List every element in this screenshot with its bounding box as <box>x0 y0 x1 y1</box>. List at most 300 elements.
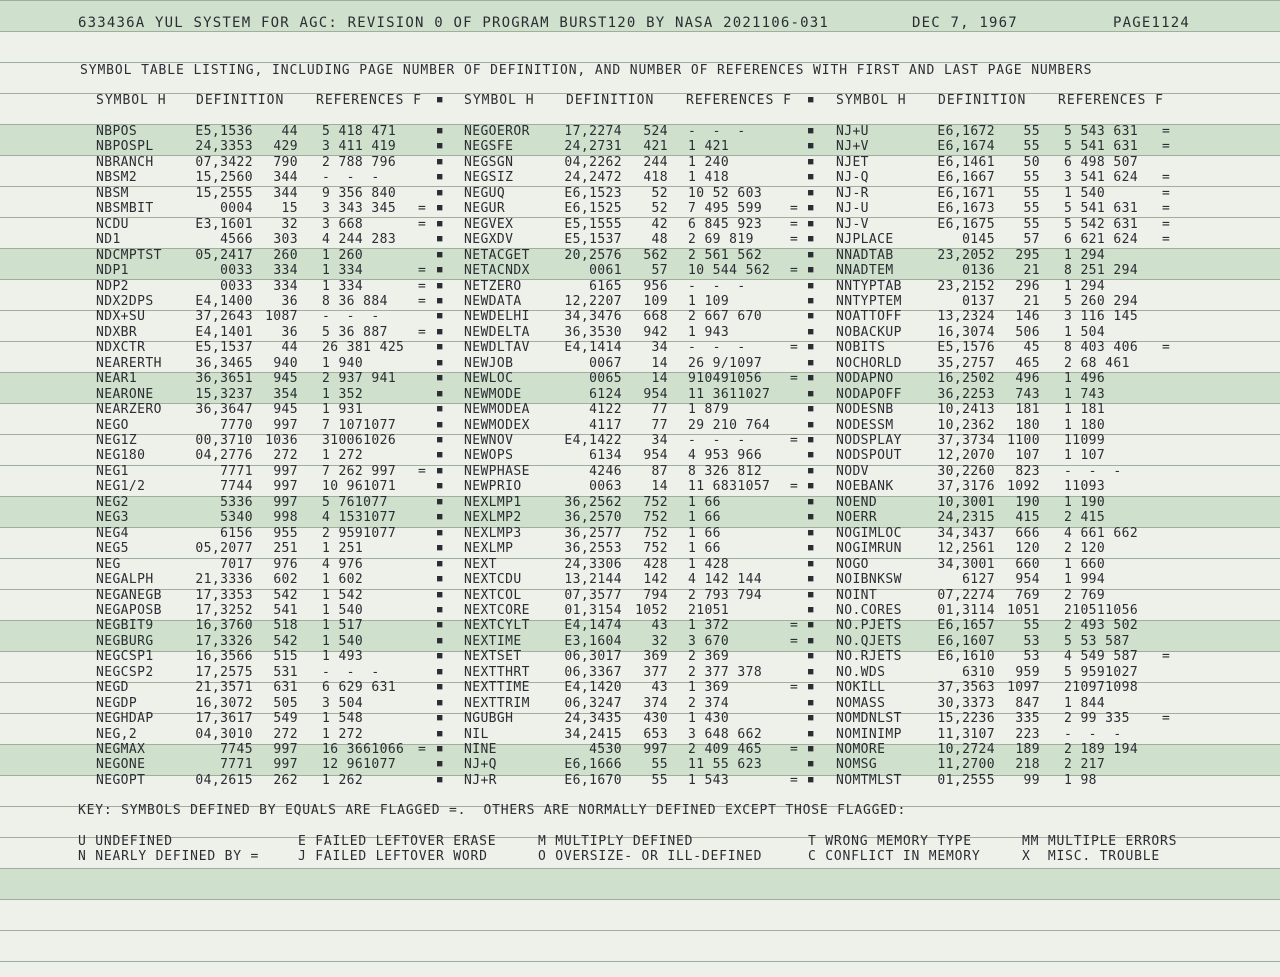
definition-address: E6,1657 <box>937 618 995 634</box>
column-separator: ■ <box>808 234 814 245</box>
table-row <box>0 155 1280 170</box>
definition-address: 01,2555 <box>937 772 995 788</box>
column-separator: ■ <box>808 435 814 445</box>
definition-page: 743 <box>1015 386 1040 402</box>
reference-counts: 11093 <box>1064 479 1106 495</box>
column-separator: ■ <box>808 172 814 183</box>
definition-page: 997 <box>643 742 668 757</box>
symbol-name: NEWMODE <box>464 386 522 402</box>
greenbar-rule <box>0 961 1280 962</box>
reference-counts: - - - <box>688 433 746 448</box>
table-row <box>0 696 1280 711</box>
column-separator: ■ <box>437 218 443 229</box>
symbol-name: NEG <box>96 556 121 572</box>
definition-page: 377 <box>643 664 668 680</box>
table-row <box>0 139 1280 154</box>
definition-page: 344 <box>273 170 298 186</box>
column-separator: ■ <box>808 465 814 476</box>
definition-page: 997 <box>273 757 298 773</box>
column-separator: ■ <box>808 156 814 167</box>
symbol-name: NGUBGH <box>464 711 514 727</box>
greenbar-rule <box>0 899 1280 900</box>
definition-page: 223 <box>1015 726 1040 742</box>
reference-counts: 4 142 144 <box>688 572 763 588</box>
reference-counts: 5 418 471 <box>322 124 397 139</box>
definition-page: 55 <box>651 772 668 788</box>
definition-page: 752 <box>643 494 668 510</box>
definition-address: 0063 <box>589 479 622 495</box>
definition-page: 954 <box>1015 572 1040 588</box>
reference-counts: 2 69 819 <box>688 232 754 248</box>
definition-page: 562 <box>643 247 668 263</box>
column-separator: ■ <box>808 126 814 136</box>
reference-counts: 1 418 <box>688 170 730 186</box>
table-row <box>0 418 1280 433</box>
definition-page: 976 <box>273 556 298 572</box>
symbol-name: NOBITS <box>836 340 886 356</box>
equals-flag: = <box>790 216 798 232</box>
reference-counts: 1 66 <box>688 541 721 557</box>
definition-page: 272 <box>273 726 298 742</box>
symbol-name: NO.QJETS <box>836 633 902 649</box>
symbol-name: NEXTCDU <box>464 572 522 588</box>
definition-address: 6310 <box>962 664 995 680</box>
symbol-name: NEGUR <box>464 201 506 217</box>
column-separator: ■ <box>808 141 814 152</box>
definition-page: 189 <box>1015 742 1040 757</box>
definition-address: 7745 <box>220 742 253 757</box>
symbol-name: NOMASS <box>836 695 886 711</box>
legend-entry: O OVERSIZE- OR ILL-DEFINED <box>538 849 763 864</box>
definition-address: 01,3114 <box>937 602 995 618</box>
reference-counts: 1 352 <box>322 386 364 402</box>
definition-address: 24,3435 <box>564 711 622 727</box>
definition-page: 55 <box>1023 201 1040 217</box>
reference-counts: 1 496 <box>1064 371 1106 387</box>
definition-address: E6,1672 <box>937 124 995 139</box>
column-separator: ■ <box>437 187 443 198</box>
column-separator: ■ <box>437 172 443 183</box>
column-separator: ■ <box>808 774 814 785</box>
reference-counts: 3 504 <box>322 695 364 711</box>
column-separator: ■ <box>437 604 443 615</box>
equals-flag: = <box>418 263 426 279</box>
symbol-name: NOERR <box>836 510 878 526</box>
definition-page: 940 <box>273 355 298 371</box>
definition-address: 30,2260 <box>937 463 995 479</box>
column-separator: ■ <box>808 713 814 724</box>
definition-address: 11,3107 <box>937 726 995 742</box>
reference-counts: 10 961071 <box>322 479 397 495</box>
symbol-name: NEGALPH <box>96 572 154 588</box>
reference-counts: 1 260 <box>322 247 364 263</box>
symbol-name: ND1 <box>96 232 121 248</box>
reference-counts: 5 260 294 <box>1064 293 1139 309</box>
equals-flag: = <box>1162 124 1170 139</box>
definition-page: 260 <box>273 247 298 263</box>
column-separator: ■ <box>437 543 443 554</box>
definition-address: 06,3367 <box>564 664 622 680</box>
definition-address: 37,3176 <box>937 479 995 495</box>
column-separator: ■ <box>808 357 814 368</box>
reference-counts: 9 356 840 <box>322 185 397 201</box>
reference-counts: 3 116 145 <box>1064 309 1139 325</box>
definition-page: 55 <box>1023 170 1040 186</box>
page-header-title: 633436A YUL SYSTEM FOR AGC: REVISION 0 OF PROGRAM BURST120 BY NASA 2021106-031 <box>78 15 830 31</box>
definition-address: E4,1414 <box>564 340 622 356</box>
definition-address: 17,3617 <box>195 711 253 727</box>
definition-address: E5,1555 <box>564 216 622 232</box>
definition-address: 23,2052 <box>937 247 995 263</box>
definition-page: 36 <box>281 293 298 309</box>
column-separator: ■ <box>437 126 443 136</box>
definition-page: 87 <box>651 463 668 479</box>
greenbar-rule <box>0 868 1280 869</box>
definition-page: 524 <box>643 124 668 139</box>
symbol-name: NEGONE <box>96 757 146 773</box>
reference-counts: 2 667 670 <box>688 309 763 325</box>
symbol-name: NEWDELTA <box>464 324 530 340</box>
reference-counts: 1 109 <box>688 293 730 309</box>
symbol-name: NEWDATA <box>464 293 522 309</box>
column-separator: ■ <box>808 342 814 353</box>
definition-page: 335 <box>1015 711 1040 727</box>
symbol-name: NEARERTH <box>96 355 162 371</box>
definition-address: E6,1675 <box>937 216 995 232</box>
symbol-name: NNTYPTAB <box>836 278 902 294</box>
definition-page: 959 <box>1015 664 1040 680</box>
reference-counts: 4 549 587 <box>1064 649 1139 665</box>
definition-address: 11,2700 <box>937 757 995 773</box>
reference-counts: 2 415 <box>1064 510 1106 526</box>
equals-flag: = <box>418 201 426 217</box>
symbol-name: NJPLACE <box>836 232 894 248</box>
symbol-name: NEXT <box>464 556 497 572</box>
column-separator: ■ <box>437 357 443 368</box>
column-separator: ■ <box>437 620 443 631</box>
symbol-name: NINE <box>464 742 497 757</box>
symbol-name: NETACGET <box>464 247 530 263</box>
definition-address: E6,1461 <box>937 154 995 170</box>
symbol-name: NNTYPTEM <box>836 293 902 309</box>
reference-counts: 10 544 562 <box>688 263 771 279</box>
greenbar-rule <box>0 0 1280 1</box>
definition-address: 6165 <box>589 278 622 294</box>
definition-page: 15 <box>281 201 298 217</box>
column-separator: ■ <box>437 774 443 785</box>
reference-counts: 2 68 461 <box>1064 355 1130 371</box>
definition-address: 15,2236 <box>937 711 995 727</box>
definition-address: 17,2575 <box>195 664 253 680</box>
definition-address: 07,2274 <box>937 587 995 603</box>
reference-counts: 1 504 <box>1064 324 1106 340</box>
definition-page: 55 <box>1023 139 1040 155</box>
symbol-name: NODESSM <box>836 417 894 433</box>
equals-flag: = <box>790 633 798 649</box>
definition-address: 24,2472 <box>564 170 622 186</box>
definition-address: E5,1537 <box>195 340 253 356</box>
reference-counts: 8 251 294 <box>1064 263 1139 279</box>
reference-counts: 16 3661066 <box>322 742 405 757</box>
reference-counts: 3 411 419 <box>322 139 397 155</box>
symbol-name: NEXTIME <box>464 633 522 649</box>
reference-counts: 1 548 <box>322 711 364 727</box>
definition-page: 752 <box>643 510 668 526</box>
symbol-name: NO.CORES <box>836 602 902 618</box>
definition-address: 36,3530 <box>564 324 622 340</box>
symbol-name: NEXTTRIM <box>464 695 530 711</box>
definition-page: 344 <box>273 185 298 201</box>
symbol-name: NO.PJETS <box>836 618 902 634</box>
symbol-name: NBSM2 <box>96 170 138 186</box>
symbol-name: NJ+Q <box>464 757 497 773</box>
column-separator: ■ <box>437 465 443 476</box>
column-header: REFERENCES F <box>1058 93 1164 108</box>
definition-page: 52 <box>651 185 668 201</box>
definition-page: 50 <box>1023 154 1040 170</box>
symbol-name: NEG1 <box>96 463 129 479</box>
definition-page: 369 <box>643 649 668 665</box>
reference-counts: 6 845 923 <box>688 216 763 232</box>
symbol-name: NEARONE <box>96 386 154 402</box>
definition-address: 16,2502 <box>937 371 995 387</box>
column-separator: ■ <box>437 527 443 538</box>
symbol-name: NOBACKUP <box>836 324 902 340</box>
definition-address: 0033 <box>220 278 253 294</box>
definition-page: 32 <box>281 216 298 232</box>
definition-page: 34 <box>651 433 668 448</box>
definition-page: 14 <box>651 355 668 371</box>
definition-page: 954 <box>643 386 668 402</box>
legend-entry: X MISC. TROUBLE <box>1022 849 1161 864</box>
table-row <box>0 711 1280 726</box>
symbol-name: NOMDNLST <box>836 711 902 727</box>
table-row <box>0 124 1280 139</box>
reference-counts: 1 940 <box>322 355 364 371</box>
definition-page: 1100 <box>1007 433 1040 448</box>
definition-address: 16,3072 <box>195 695 253 711</box>
symbol-name: NJ-V <box>836 216 869 232</box>
column-separator: ■ <box>808 604 814 615</box>
reference-counts: - - - <box>322 309 380 325</box>
table-row <box>0 263 1280 278</box>
reference-counts: 1 369 <box>688 680 730 696</box>
definition-page: 251 <box>273 541 298 557</box>
table-row <box>0 588 1280 603</box>
definition-page: 653 <box>643 726 668 742</box>
reference-counts: 1 240 <box>688 154 730 170</box>
definition-address: E6,1610 <box>937 649 995 665</box>
column-separator: ■ <box>437 265 443 276</box>
table-row <box>0 572 1280 587</box>
column-separator: ■ <box>437 682 443 693</box>
reference-counts: 1 660 <box>1064 556 1106 572</box>
definition-page: 660 <box>1015 556 1040 572</box>
symbol-name: NEWMODEA <box>464 402 530 418</box>
reference-counts: 11 6831057 <box>688 479 771 495</box>
symbol-name: NEGAPOSB <box>96 602 162 618</box>
definition-address: 36,2553 <box>564 541 622 557</box>
reference-counts: 210971098 <box>1064 680 1139 696</box>
definition-address: 7770 <box>220 417 253 433</box>
equals-flag: = <box>1162 340 1170 356</box>
table-row <box>0 201 1280 216</box>
reference-counts: 1 994 <box>1064 572 1106 588</box>
definition-address: 0137 <box>962 293 995 309</box>
equals-flag: = <box>790 772 798 788</box>
column-separator: ■ <box>437 481 443 492</box>
definition-page: 142 <box>643 572 668 588</box>
definition-address: E6,1525 <box>564 201 622 217</box>
definition-page: 945 <box>273 371 298 387</box>
symbol-name: NEGOPT <box>96 772 146 788</box>
reference-counts: 1 180 <box>1064 417 1106 433</box>
symbol-name: NOINT <box>836 587 878 603</box>
symbol-name: NEARZERO <box>96 402 162 418</box>
table-row <box>0 294 1280 309</box>
definition-page: 506 <box>1015 324 1040 340</box>
equals-flag: = <box>790 340 798 356</box>
definition-address: 15,2560 <box>195 170 253 186</box>
symbol-name: NO.WDS <box>836 664 886 680</box>
symbol-name: NEGBURG <box>96 633 154 649</box>
definition-page: 295 <box>1015 247 1040 263</box>
definition-address: 4566 <box>220 232 253 248</box>
symbol-name: NETACNDX <box>464 263 530 279</box>
definition-address: 34,3001 <box>937 556 995 572</box>
definition-page: 421 <box>643 139 668 155</box>
equals-flag: = <box>790 201 798 217</box>
definition-page: 262 <box>273 772 298 788</box>
reference-counts: 3 668 <box>322 216 364 232</box>
column-separator: ■ <box>808 496 814 507</box>
reference-counts: 1 602 <box>322 572 364 588</box>
definition-address: E6,1666 <box>564 757 622 773</box>
definition-page: 34 <box>651 340 668 356</box>
symbol-name: NEG3 <box>96 510 129 526</box>
definition-page: 505 <box>273 695 298 711</box>
symbol-name: NEXTTIME <box>464 680 530 696</box>
reference-counts: 1 372 <box>688 618 730 634</box>
reference-counts: 4 976 <box>322 556 364 572</box>
reference-counts: 7 495 599 <box>688 201 763 217</box>
reference-counts: 1 421 <box>688 139 730 155</box>
reference-counts: 1 262 <box>322 772 364 788</box>
column-separator: ■ <box>808 589 814 600</box>
column-separator: ■ <box>437 589 443 600</box>
definition-page: 244 <box>643 154 668 170</box>
definition-page: 77 <box>651 417 668 433</box>
symbol-name: NOEBANK <box>836 479 894 495</box>
definition-page: 181 <box>1015 402 1040 418</box>
definition-page: 1036 <box>265 433 298 448</box>
reference-counts: 1 542 <box>322 587 364 603</box>
reference-counts: 1 543 <box>688 772 730 788</box>
column-separator: ■ <box>808 651 814 662</box>
column-separator: ■ <box>808 635 814 646</box>
symbol-name: NOIBNKSW <box>836 572 902 588</box>
table-row <box>0 448 1280 463</box>
definition-page: 44 <box>281 340 298 356</box>
column-separator: ■ <box>808 373 814 384</box>
symbol-name: NJET <box>836 154 869 170</box>
column-separator: ■ <box>437 713 443 724</box>
table-row <box>0 248 1280 263</box>
reference-counts: 2 369 <box>688 649 730 665</box>
reference-counts: 2 377 378 <box>688 664 763 680</box>
reference-counts: 1 181 <box>1064 402 1106 418</box>
reference-counts: 1 844 <box>1064 695 1106 711</box>
symbol-name: NEXTTHRT <box>464 664 530 680</box>
symbol-name: NEWDELHI <box>464 309 530 325</box>
column-separator: ■ <box>437 342 443 353</box>
reference-counts: 3 343 345 <box>322 201 397 217</box>
table-row <box>0 541 1280 556</box>
equals-flag: = <box>1162 139 1170 155</box>
table-row <box>0 680 1280 695</box>
column-separator: ■ <box>437 373 443 384</box>
column-separator: ■ <box>437 404 443 415</box>
reference-counts: 29 210 764 <box>688 417 771 433</box>
symbol-name: NJ+U <box>836 124 869 139</box>
definition-page: 430 <box>643 711 668 727</box>
column-separator: ■ <box>808 666 814 677</box>
equals-flag: = <box>418 324 426 340</box>
symbol-name: NEG180 <box>96 448 146 464</box>
definition-page: 146 <box>1015 309 1040 325</box>
reference-counts: 1 66 <box>688 494 721 510</box>
symbol-name: NEG4 <box>96 525 129 541</box>
column-header: DEFINITION <box>196 93 285 108</box>
definition-address: E5,1576 <box>937 340 995 356</box>
equals-flag: = <box>1162 649 1170 665</box>
symbol-name: NOMSG <box>836 757 878 773</box>
equals-flag: = <box>790 742 798 757</box>
definition-page: 631 <box>273 680 298 696</box>
definition-page: 997 <box>273 417 298 433</box>
definition-page: 666 <box>1015 525 1040 541</box>
definition-page: 945 <box>273 402 298 418</box>
definition-page: 541 <box>273 602 298 618</box>
symbol-name: NEGOEROR <box>464 124 530 139</box>
reference-counts: 1 294 <box>1064 247 1106 263</box>
definition-address: 6134 <box>589 448 622 464</box>
definition-page: 954 <box>643 448 668 464</box>
reference-counts: 910491056 <box>688 371 763 387</box>
symbol-name: NEGDP <box>96 695 138 711</box>
definition-address: 36,2577 <box>564 525 622 541</box>
equals-flag: = <box>790 371 798 387</box>
definition-address: 16,3566 <box>195 649 253 665</box>
reference-counts: 1 931 <box>322 402 364 418</box>
column-separator: ■ <box>808 326 814 337</box>
definition-address: 04,2262 <box>564 154 622 170</box>
definition-page: 955 <box>273 525 298 541</box>
column-separator: ■ <box>437 311 443 322</box>
definition-address: 7744 <box>220 479 253 495</box>
column-separator: ■ <box>808 558 814 569</box>
reference-counts: 21051 <box>688 602 730 618</box>
definition-page: 794 <box>643 587 668 603</box>
table-row <box>0 402 1280 417</box>
definition-address: 7771 <box>220 463 253 479</box>
definition-address: 34,3476 <box>564 309 622 325</box>
definition-address: E4,1420 <box>564 680 622 696</box>
column-separator: ■ <box>437 388 443 399</box>
symbol-name: NEGHDAP <box>96 711 154 727</box>
symbol-name: NODV <box>836 463 869 479</box>
reference-counts: - - - <box>688 278 746 294</box>
